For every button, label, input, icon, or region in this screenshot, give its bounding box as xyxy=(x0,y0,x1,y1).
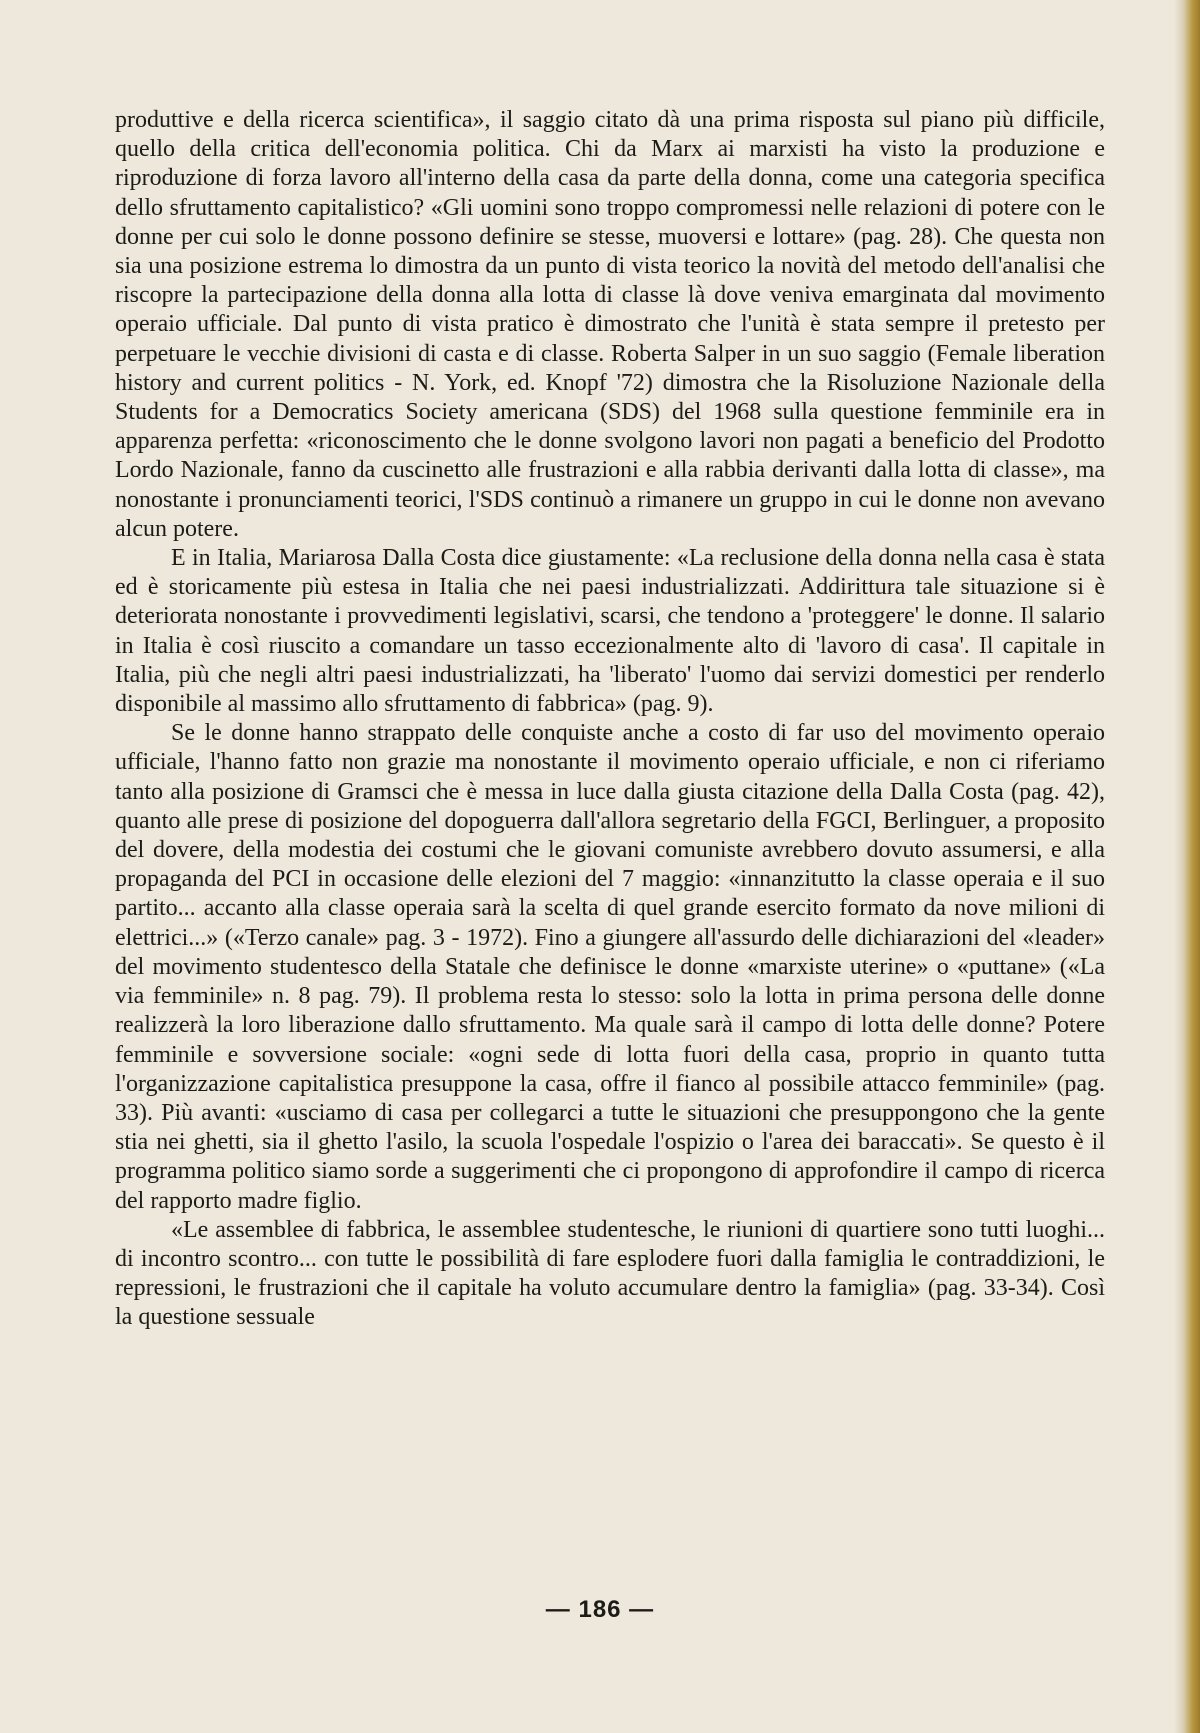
paragraph-1: produttive e della ricerca scientifica», il saggio citato dà una prima risposta sul piano più difficile, quello della critica dell'economia politica. Chi da Marx ai marxisti ha visto la produzione e riproduzione di forza lavoro all'interno della casa da parte della donna, come una categoria specifica dello sfruttamento capitalistico? «Gli uomini sono troppo compromessi nelle relazioni di potere con le donne per cui solo le donne possono definire se stesse, muoversi e lottare» (pag. 28). Che questa non sia una posizione estrema lo dimostra da un punto di vista teorico la novità del metodo dell'analisi che riscopre la partecipazione della donna alla lotta di classe là dove veniva emarginata dal movimento operaio ufficiale. Dal punto di vista pratico è dimostrato che l'unità è stata sempre il pretesto per perpetuare le vecchie divisioni di casta e di classe. Roberta Salper in un suo saggio (Female liberation history and current politics - N. York, ed. Knopf '72) dimostra che la Risoluzione Nazionale della Students for a Democratics Society americana (SDS) del 1968 sulla questione femminile era in apparenza perfetta: «riconoscimento che le donne svolgono lavori non pagati a beneficio del Prodotto Lordo Nazionale, fanno da cuscinetto alle frustrazioni e alla rabbia derivanti dalla lotta di classe», ma nonostante i pronunciamenti teorici, l'SDS continuò a rimanere un gruppo in cui le donne non avevano alcun potere. xyxy=(115,107,1105,542)
paragraph-3: Se le donne hanno strappato delle conquiste anche a costo di far uso del movimento operaio ufficiale, l'hanno fatto non grazie ma nonostante il movimento operaio ufficiale, e non ci riferiamo tanto alla posizione di Gramsci che è messa in luce dalla giusta citazione della Dalla Costa (pag. 42), quanto alle prese di posizione del dopoguerra dall'allora segretario della FGCI, Berlinguer, a proposito del dovere, della modestia dei costumi che le giovani comuniste avrebbero dovuto assumersi, e alla propaganda del PCI in occasione delle elezioni del 7 maggio: «innanzitutto la classe operaia e il suo partito... accanto alla classe operaia sarà la scelta di quel grande esercito formato da nove milioni di elettrici...» («Terzo canale» pag. 3 - 1972). Fino a giungere all'assurdo delle dichiarazioni del «leader» del movimento studentesco della Statale che definisce le donne «marxiste uterine» o «puttane» («La via femminile» n. 8 pag. 79). Il problema resta lo stesso: solo la lotta in prima persona delle donne realizzerà la loro liberazione dallo sfruttamento. Ma quale sarà il campo di lotta delle donne? Potere femminile e sovversione sociale: «ogni sede di lotta fuori della casa, proprio in quanto tutta l'organizzazione capitalistica presuppone la casa, offre il fianco al possibile attacco femminile» (pag. 33). Più avanti: «usciamo di casa per collegarci a tutte le situazioni che presuppongono che la gente stia nei ghetti, sia il ghetto l'asilo, la scuola l'ospedale l'ospizio o l'area dei baraccati». Se questo è il programma politico siamo sorde a suggerimenti che ci propongono di approfondire il campo di ricerca del rapporto madre figlio. xyxy=(115,720,1105,1214)
document-body xyxy=(115,106,1105,1333)
page-edge xyxy=(1174,0,1200,1733)
page-number: — 186 — xyxy=(545,1596,655,1623)
paragraph-2: E in Italia, Mariarosa Dalla Costa dice giustamente: «La reclusione della donna nella casa è stata ed è storicamente più estesa in Italia che nei paesi industrializzati. Addirittura tale situazione si è deteriorata nonostante i provvedimenti legislativi, scarsi, che tendono a 'proteggere' le donne. Il salario in Italia è così riuscito a comandare un tasso eccezionalmente alto di 'lavoro di casa'. Il capitale in Italia, più che negli altri paesi industrializzati, ha 'liberato' l'uomo dai servizi domestici per renderlo disponibile al massimo allo sfruttamento di fabbrica» (pag. 9). xyxy=(115,545,1105,718)
paragraph-4: «Le assemblee di fabbrica, le assemblee studentesche, le riunioni di quartiere sono tutti luoghi... di incontro scontro... con tutte le possibilità di fare esplodere fuori dalla famiglia le contraddizioni, le repressioni, le frustrazioni che il capitale ha voluto accumulare dentro la famiglia» (pag. 33-34). Così la questione sessuale xyxy=(115,1216,1105,1331)
